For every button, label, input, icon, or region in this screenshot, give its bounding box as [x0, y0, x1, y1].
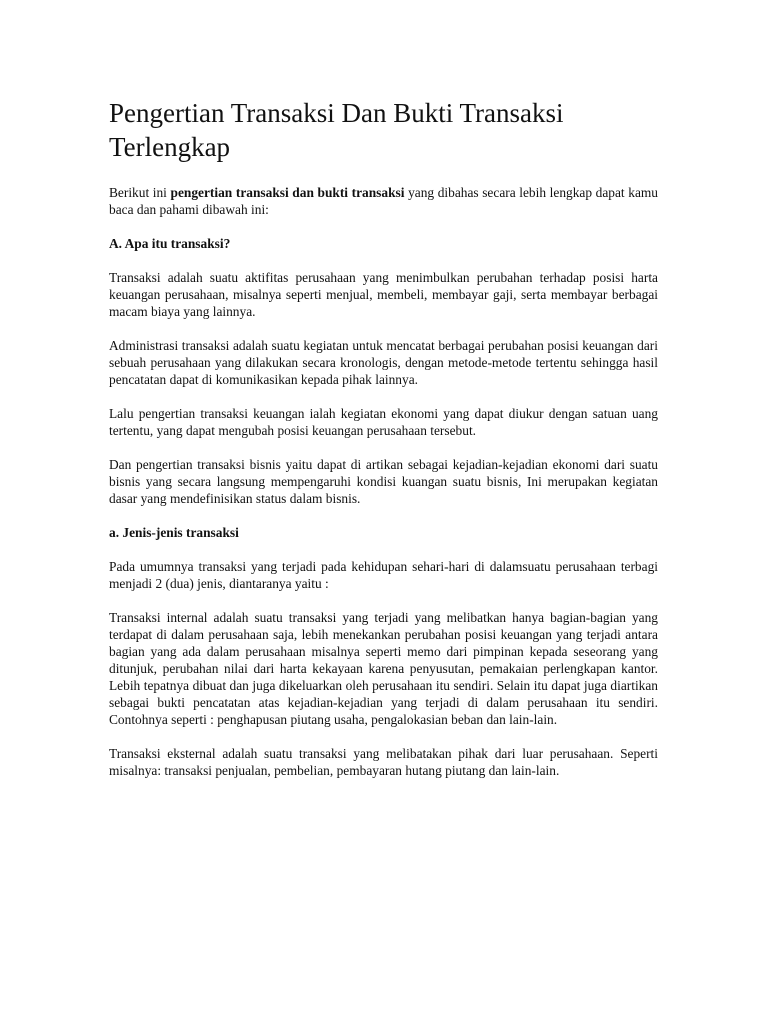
paragraph-6: Transaksi internal adalah suatu transaksi yang terjadi yang melibatkan hanya bagian-bagian yang terdapat di dalam perusahaan saja, lebih menekankan perubahan posisi keuangan yang terjadi antara bagian yang ada dalam perusahaan misalnya seperti memo dari pimpinan kepada seseorang yang ditunjuk, perubahan nilai dari harta kekayaan karena penyusutan, pemakaian perlengkapan kantor. Lebih tepatnya dibuat dan juga dikeluarkan oleh perusahaan itu sendiri. Selain itu dapat juga diartikan sebagai bukti pencatatan atas kejadian-kejadian yang terjadi di dalam perusahaan itu sendiri. Contohnya seperti : penghapusan piutang usaha, pengalokasian beban dan lain-lain.: [109, 610, 658, 727]
paragraph-3: Lalu pengertian transaksi keuangan ialah kegiatan ekonomi yang dapat diukur dengan satuan uang tertentu, yang dapat mengubah posisi keuangan perusahaan tersebut.: [109, 406, 658, 438]
paragraph-1: Transaksi adalah suatu aktifitas perusahaan yang menimbulkan perubahan terhadap posisi harta keuangan perusahaan, misalnya seperti menjual, membeli, membayar gaji, serta membayar berbagai macam biaya yang lainnya.: [109, 270, 658, 319]
document-page: [109, 96, 658, 796]
intro-text-before: Berikut ini: [109, 185, 171, 200]
section-a-heading: A. Apa itu transaksi?: [109, 236, 231, 251]
intro-text-after: yang dibahas secara lebih lengkap dapat kamu baca dan pahami dibawah ini:: [109, 185, 658, 217]
paragraph-4: Dan pengertian transaksi bisnis yaitu dapat di artikan sebagai kejadian-kejadian ekonomi dari suatu bisnis yang secara langsung mempengaruhi kondisi kuangan suatu bisnis, Ini merupakan kegiatan dasar yang mendefinisikan status dalam bisnis.: [109, 457, 658, 506]
paragraph-2: Administrasi transaksi adalah suatu kegiatan untuk mencatat berbagai perubahan posisi keuangan dari sebuah perusahaan yang dilakukan secara kronologis, dengan metode-metode tertentu sehingga hasil pencatatan dapat di komunikasikan kepada pihak lainnya.: [109, 338, 658, 387]
paragraph-5: Pada umumnya transaksi yang terjadi pada kehidupan sehari-hari di dalamsuatu perusahaan terbagi menjadi 2 (dua) jenis, diantaranya yaitu :: [109, 559, 658, 591]
intro-paragraph: [109, 184, 658, 218]
paragraph-7: Transaksi eksternal adalah suatu transaksi yang melibatakan pihak dari luar perusahaan. Seperti misalnya: transaksi penjualan, pembelian, pembayaran hutang piutang dan lain-lain.: [109, 746, 658, 778]
document-title: Pengertian Transaksi Dan Bukti Transaksi Terlengkap: [109, 98, 564, 162]
section-b-heading: a. Jenis-jenis transaksi: [109, 525, 239, 540]
intro-bold-phrase: pengertian transaksi dan bukti transaksi: [170, 185, 405, 200]
